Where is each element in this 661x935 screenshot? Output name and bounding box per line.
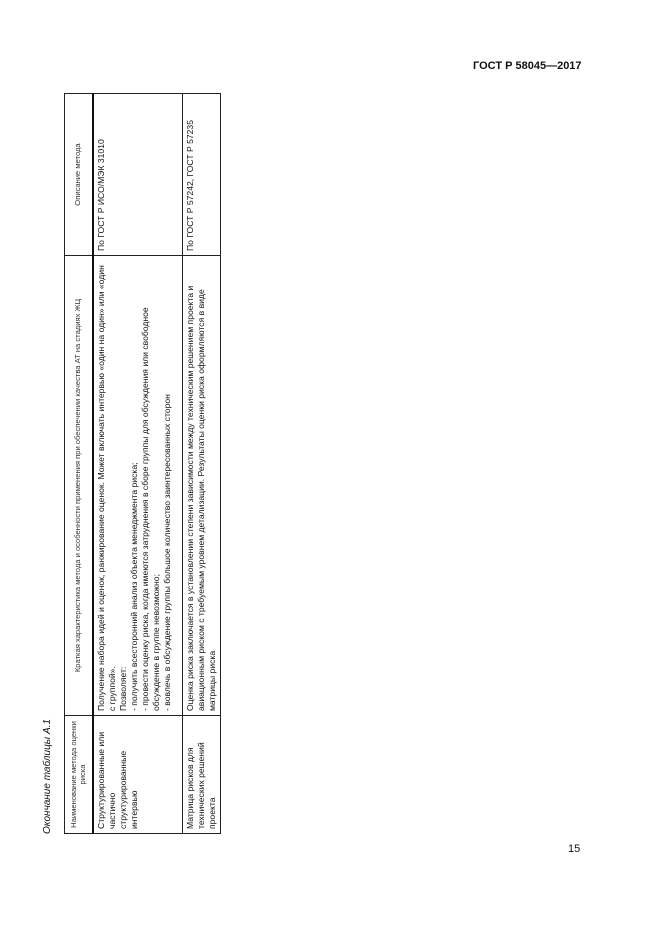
row-method-cell: По ГОСТ Р ИСО/МЭК 31010 bbox=[93, 94, 183, 256]
rotated-table-area bbox=[42, 94, 222, 834]
page-number: 15 bbox=[568, 843, 581, 855]
table-row bbox=[93, 94, 183, 834]
description-line: - вовлечь в обсуждение группы большое количество заинтересованных сторон bbox=[161, 394, 172, 711]
row-description-cell bbox=[93, 256, 183, 716]
table-row bbox=[183, 94, 221, 834]
description-line: - провести оценку риска, когда имеются затруднения в сборе группы для обсуждения или свободное обсуждение в группе невозможно; bbox=[139, 307, 161, 711]
description-line: - получить всесторонний анализ объекта менеджмента риска; bbox=[128, 462, 139, 711]
description-line: Позволяет: bbox=[117, 666, 128, 711]
table-caption: Окончание таблицы А.1 bbox=[42, 719, 53, 834]
row-method-cell: По ГОСТ Р 57242, ГОСТ Р 57235 bbox=[183, 94, 221, 256]
table-landscape-frame bbox=[42, 94, 222, 834]
row-name-cell: Структурированные или частично структурированные интервью bbox=[93, 716, 183, 834]
row-name-cell: Матрица рисков для технических решений проекта bbox=[183, 716, 221, 834]
column-header-name: Наименование метода оценки риска bbox=[65, 716, 93, 834]
risk-methods-table bbox=[64, 93, 221, 834]
column-header-method: Описание метода bbox=[65, 94, 93, 256]
column-header-characteristics: Краткая характеристика метода и особенности применения при обеспечении качества АТ на стадиях ЖЦ bbox=[65, 256, 93, 716]
description-line: Получение набора идей и оценок, ранжирование оценок. Может включать интервью «один на один» или «один с группой». bbox=[95, 265, 117, 711]
table-header-row bbox=[65, 94, 93, 834]
description-line: Оценка риска заключается в установлении степени зависимости между техническим решением проекта и авиационным риском с требуемым уровнем детализации. Результаты оценки риска оформляются в виде матрицы риска bbox=[185, 285, 217, 711]
row-description-cell bbox=[183, 256, 221, 716]
document-code: ГОСТ Р 58045—2017 bbox=[473, 60, 582, 72]
